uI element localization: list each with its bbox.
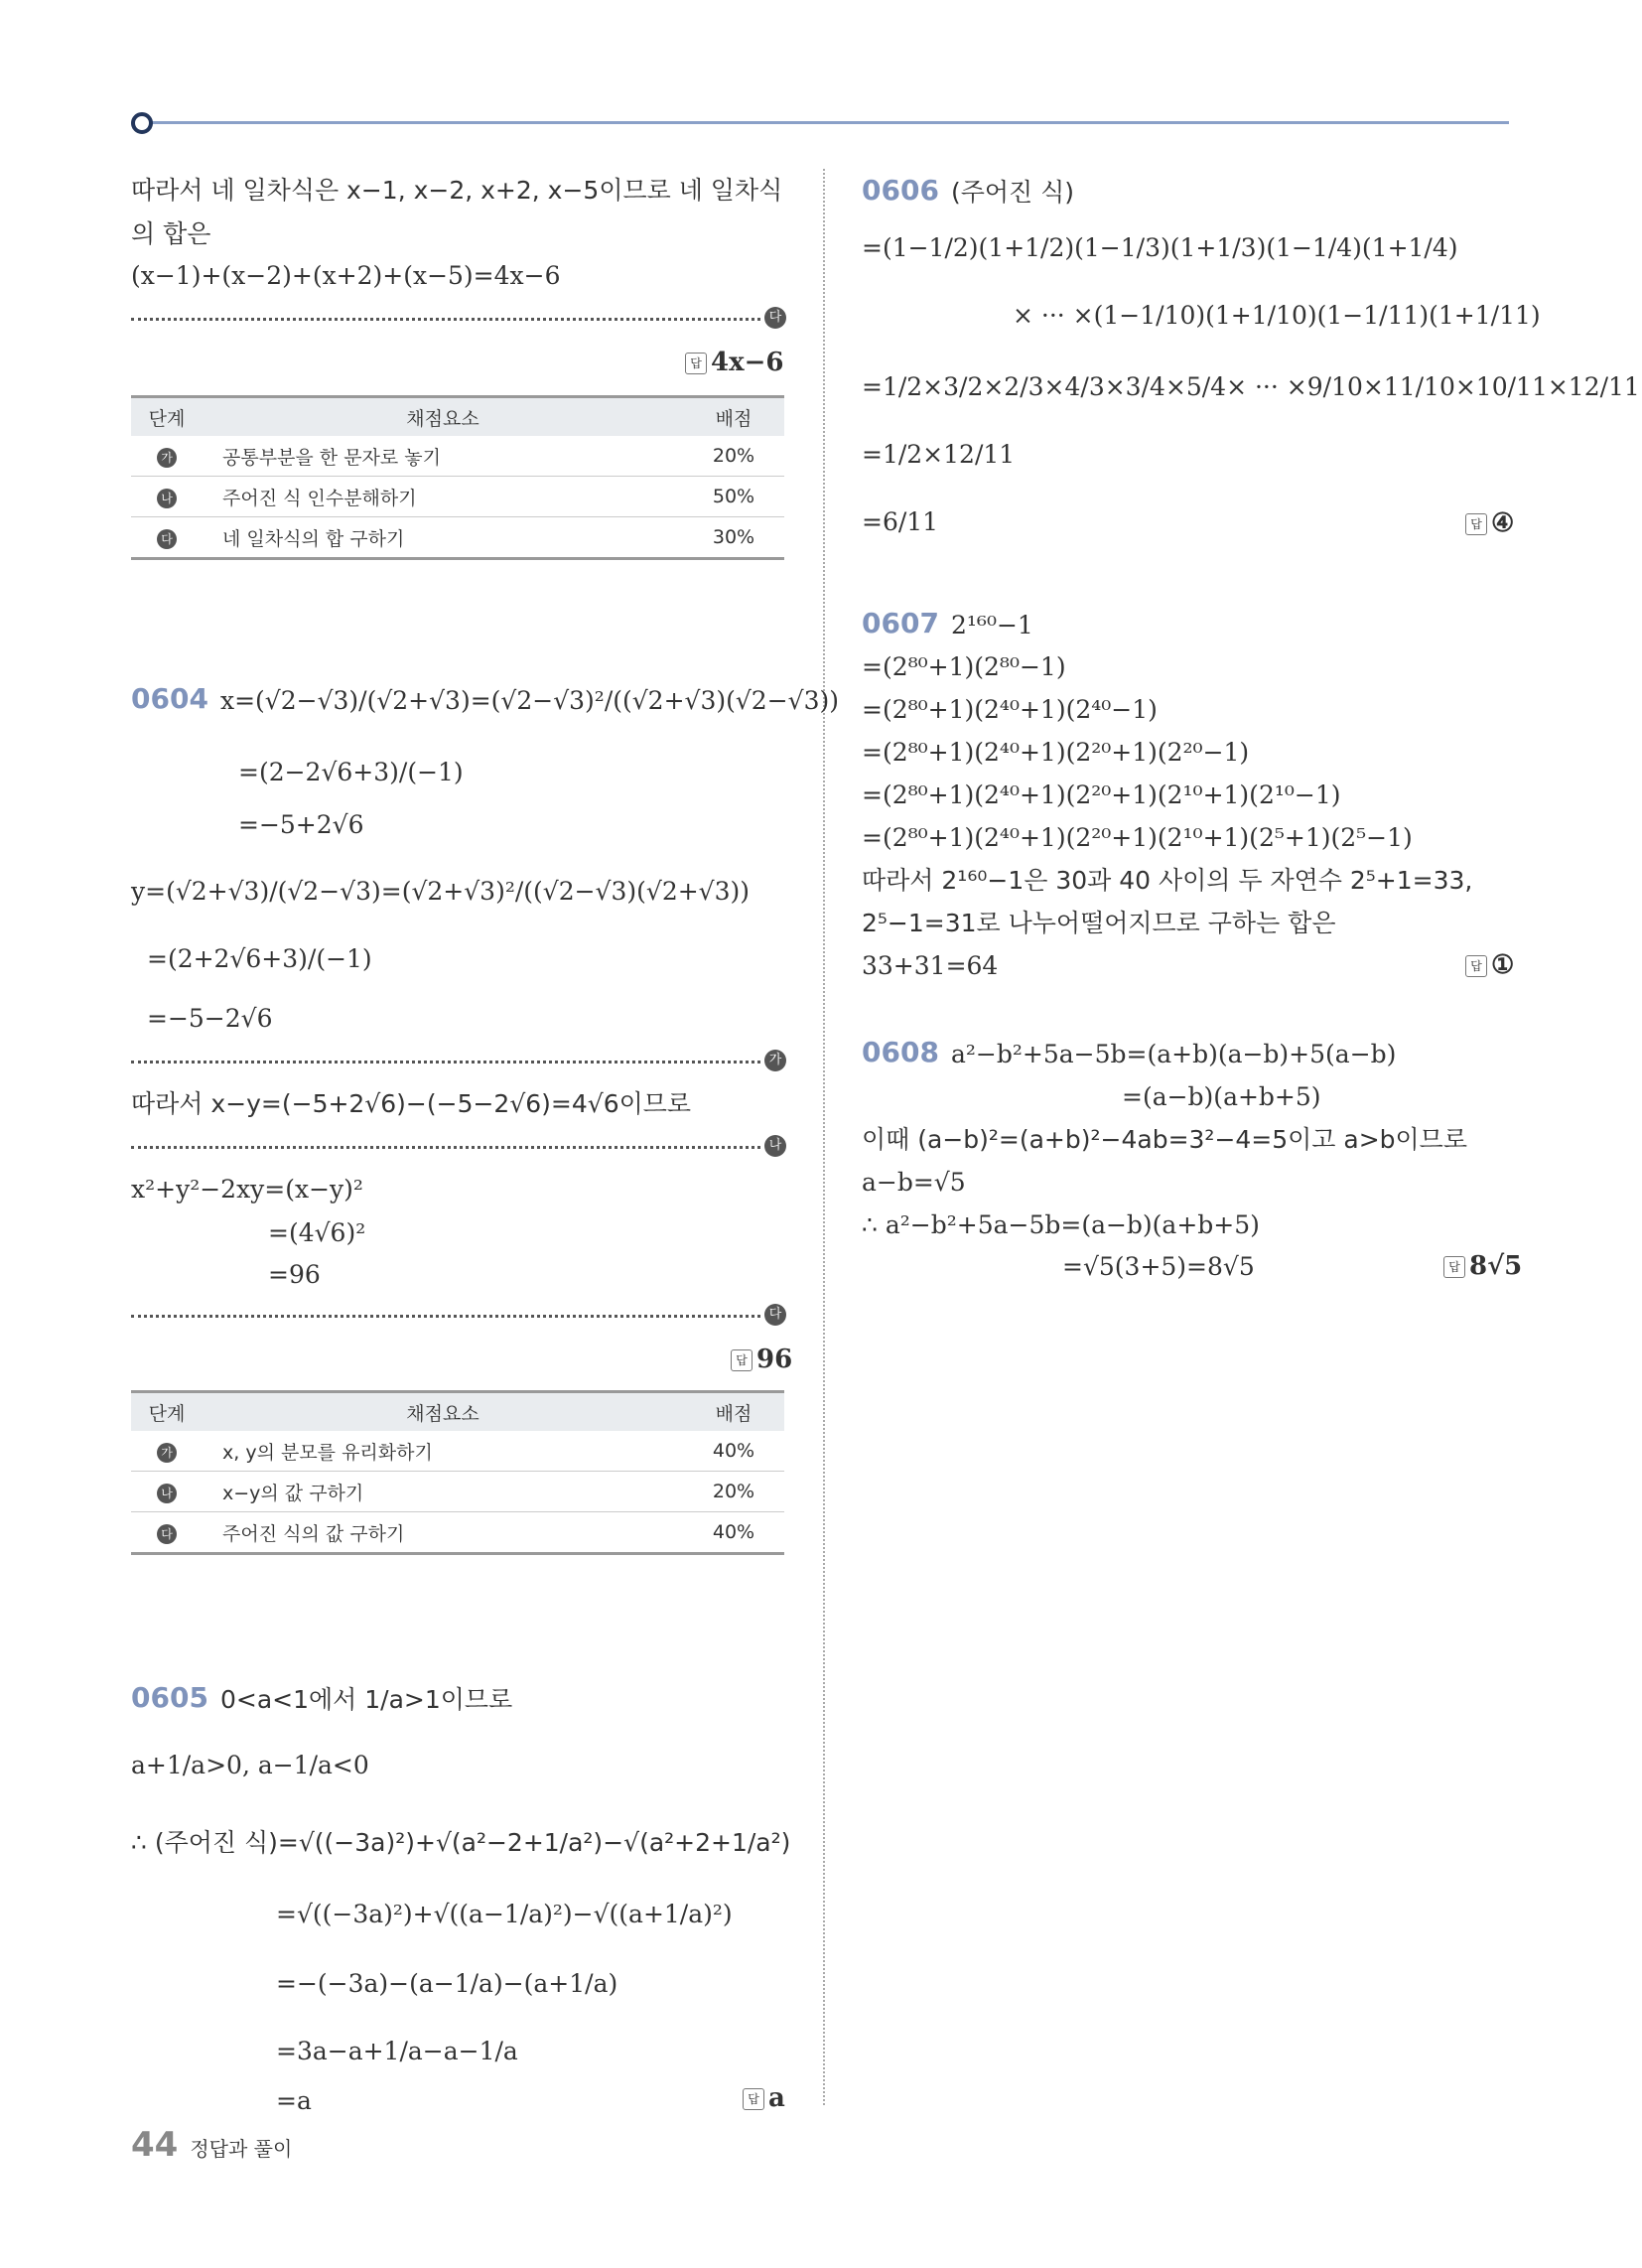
p0605-l7: =a [276, 2086, 312, 2115]
p0607-l7: 2⁵−1=31로 나누어떨어지므로 구하는 합은 [862, 909, 1336, 937]
problem-number: 0607 [862, 607, 939, 639]
p0606-l2: × ··· ×(1−1/10)(1+1/10)(1−1/11)(1+1/11) [1013, 301, 1541, 330]
p0605-answer: 답 a [743, 2083, 785, 2113]
table-cell: 40% [683, 1431, 784, 1472]
p0608-l1: a²−b²+5a−5b=(a+b)(a−b)+5(a−b) [951, 1040, 1397, 1068]
dotted-separator [131, 1061, 760, 1063]
p0605-l6: =3a−a+1/a−a−1/a [276, 2037, 518, 2065]
step-mark: 다 [764, 1304, 786, 1326]
p0608-l6: =√5(3+5)=8√5 [1062, 1252, 1255, 1281]
p0605-l4: =√((−3a)²)+√((a−1/a)²)−√((a+1/a)²) [276, 1900, 733, 1928]
table-cell: 50% [683, 477, 784, 517]
scoring-table-0604 [131, 1390, 784, 1555]
p0604-y2: =(2+2√6+3)/(−1) [147, 944, 372, 973]
page-label: 정답과 풀이 [190, 2137, 293, 2161]
step-badge: 다 [157, 529, 177, 549]
step-badge: 나 [157, 489, 177, 508]
table-header: 채점요소 [203, 1392, 683, 1432]
answer-tag-icon: 답 [1443, 1256, 1465, 1278]
p0606-l0: (주어진 식) [951, 178, 1075, 207]
header-bullet [131, 112, 153, 134]
table-header: 배점 [683, 397, 784, 437]
p0606-answer: 답 ④ [1465, 508, 1514, 538]
p0604-x3: =−5+2√6 [238, 810, 364, 839]
problem-number: 0606 [862, 174, 939, 207]
table-header: 단계 [131, 397, 203, 437]
table-cell: 공통부분을 한 문자로 놓기 [203, 436, 683, 477]
p0606-l5: =6/11 [862, 507, 939, 536]
table-header: 단계 [131, 1392, 203, 1432]
p0608-l3: 이때 (a−b)²=(a+b)²−4ab=3²−4=5이고 a>b이므로 [862, 1125, 1467, 1154]
table-row [131, 477, 784, 517]
p0607-l6: 따라서 2¹⁶⁰−1은 30과 40 사이의 두 자연수 2⁵+1=33, [862, 866, 1473, 895]
table-header: 채점요소 [203, 397, 683, 437]
p0607-l5: =(2⁸⁰+1)(2⁴⁰+1)(2²⁰+1)(2¹⁰+1)(2⁵+1)(2⁵−1) [862, 823, 1413, 852]
answer-tag-icon: 답 [1465, 955, 1487, 977]
table-cell: x−y의 값 구하기 [203, 1472, 683, 1512]
page-number: 44 [131, 2125, 179, 2165]
table-row [131, 1431, 784, 1472]
p0608-answer: 답 8√5 [1443, 1251, 1522, 1281]
column-divider [823, 169, 825, 2105]
p0607-l0: 2¹⁶⁰−1 [951, 611, 1033, 639]
p0604-e3: =96 [268, 1260, 321, 1289]
step-badge: 가 [157, 1443, 177, 1463]
p0604-e2: =(4√6)² [268, 1218, 366, 1247]
p0607-l4: =(2⁸⁰+1)(2⁴⁰+1)(2²⁰+1)(2¹⁰+1)(2¹⁰−1) [862, 780, 1341, 809]
answer-tag-icon: 답 [731, 1349, 753, 1371]
table-header: 배점 [683, 1392, 784, 1432]
p0604-x1: x=(√2−√3)/(√2+√3)=(√2−√3)²/((√2+√3)(√2−√3)) [220, 686, 839, 715]
p0606-l4: =1/2×12/11 [862, 440, 1016, 469]
p0607-l3: =(2⁸⁰+1)(2⁴⁰+1)(2²⁰+1)(2²⁰−1) [862, 738, 1250, 767]
table-row [131, 1472, 784, 1512]
p0604-answer: 답 96 [731, 1345, 792, 1374]
step-mark: 나 [764, 1135, 786, 1157]
p0604-x2: =(2−2√6+3)/(−1) [238, 758, 464, 786]
p0606-l1: =(1−1/2)(1+1/2)(1−1/3)(1+1/3)(1−1/4)(1+1/4) [862, 233, 1458, 262]
dotted-separator [131, 1146, 760, 1149]
table-cell: x, y의 분모를 유리화하기 [203, 1431, 683, 1472]
p0607-l8: 33+31=64 [862, 951, 999, 980]
table-cell: 네 일차식의 합 구하기 [203, 517, 683, 559]
page-footer [131, 2125, 292, 2165]
step-badge: 나 [157, 1484, 177, 1503]
p0607-l2: =(2⁸⁰+1)(2⁴⁰+1)(2⁴⁰−1) [862, 695, 1158, 724]
table-cell: 40% [683, 1512, 784, 1554]
step-mark: 다 [764, 307, 786, 329]
p0604-xy: 따라서 x−y=(−5+2√6)−(−5−2√6)=4√6이므로 [131, 1089, 692, 1118]
table-cell: 주어진 식 인수분해하기 [203, 477, 683, 517]
p0607-answer: 답 ① [1465, 950, 1514, 980]
scoring-table-0603 [131, 395, 784, 560]
p0604-e1: x²+y²−2xy=(x−y)² [131, 1175, 363, 1204]
p0603-line1: 따라서 네 일차식은 x−1, x−2, x+2, x−5이므로 네 일차식 [131, 176, 783, 205]
dotted-separator [131, 1315, 760, 1318]
problem-number: 0604 [131, 682, 208, 715]
p0603-line2: 의 합은 [131, 219, 211, 248]
p0604-y1: y=(√2+√3)/(√2−√3)=(√2+√3)²/((√2−√3)(√2+√3)) [131, 877, 751, 906]
p0605-l3: ∴ (주어진 식)=√((−3a)²)+√(a²−2+1/a²)−√(a²+2+1/a²) [131, 1828, 791, 1857]
table-row [131, 1512, 784, 1554]
p0603-line3: (x−1)+(x−2)+(x+2)+(x−5)=4x−6 [131, 261, 561, 290]
table-cell: 30% [683, 517, 784, 559]
p0608-l5: ∴ a²−b²+5a−5b=(a−b)(a+b+5) [862, 1210, 1260, 1239]
p0605-l2: a+1/a>0, a−1/a<0 [131, 1751, 369, 1779]
step-badge: 가 [157, 448, 177, 468]
table-cell: 20% [683, 1472, 784, 1512]
p0604-y3: =−5−2√6 [147, 1004, 273, 1033]
p0608-l2: =(a−b)(a+b+5) [1122, 1082, 1321, 1111]
answer-tag-icon: 답 [685, 353, 707, 374]
table-cell: 주어진 식의 값 구하기 [203, 1512, 683, 1554]
step-mark: 가 [764, 1050, 786, 1071]
problem-number: 0608 [862, 1036, 939, 1068]
answer-tag-icon: 답 [743, 2088, 764, 2110]
p0607-l1: =(2⁸⁰+1)(2⁸⁰−1) [862, 652, 1066, 681]
table-row [131, 517, 784, 559]
answer-tag-icon: 답 [1465, 513, 1487, 535]
p0606-l3: =1/2×3/2×2/3×4/3×3/4×5/4× ··· ×9/10×11/10×10/11×12/11 [862, 372, 1640, 401]
step-badge: 다 [157, 1524, 177, 1544]
p0603-answer: 답 4x−6 [685, 348, 783, 377]
p0608-l4: a−b=√5 [862, 1168, 966, 1197]
p0605-l1: 0<a<1에서 1/a>1이므로 [220, 1685, 513, 1714]
table-row [131, 436, 784, 477]
table-cell: 20% [683, 436, 784, 477]
p0605-l5: =−(−3a)−(a−1/a)−(a+1/a) [276, 1969, 618, 1998]
dotted-separator [131, 318, 760, 321]
header-rule [141, 121, 1509, 124]
problem-number: 0605 [131, 1681, 208, 1714]
